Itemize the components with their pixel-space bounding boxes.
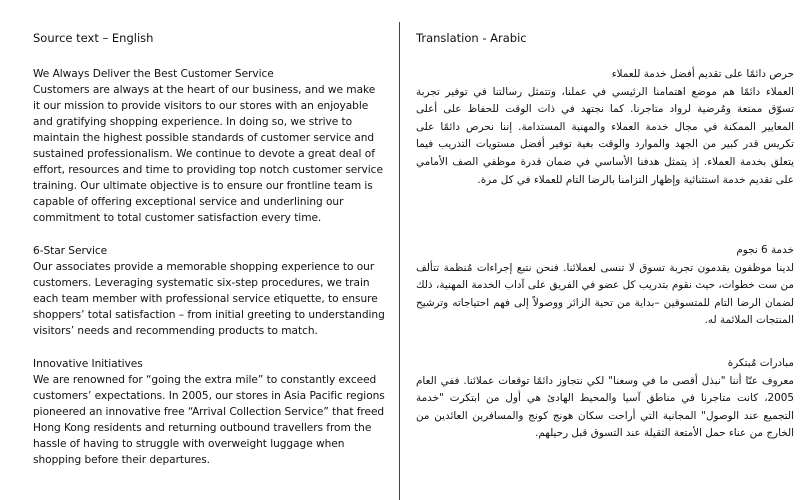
translation-section-innovative [416,355,794,443]
source-section-heading: 6-Star Service [33,245,108,257]
translation-section-body: معروف عنّا أننا "نبذل أقصى ما في وسعنا" لكي نتجاوز دائمًا توقعات عملائنا. ففي العام 2005، كانت متاجرنا في مناطق آسيا والمحيط الهادئ هي أول من ابتكرت "خدمة التجميع عند الوصول" المجانية التي أراحت سكان هونج كونج والمسافرين العائدين من الخارج من عناء حمل الأمتعة الثقيلة عند التسوق قبل رحيلهم. [416,374,794,440]
translation-column-title: Translation - Arabic [416,31,527,45]
source-section-heading: We Always Deliver the Best Customer Service [33,68,274,80]
source-section-body: Customers are always at the heart of our business, and we make it our mission to provide visitors to our stores with an enjoyable and gratifying shopping experience. In doing so, we strive to maintain the highest possible standards of customer service and sustained professionalism. We continue to devote a great deal of effort, resources and time to providing top notch customer service training. Our ultimate objective is to ensure our frontline team is capable of offering exceptional service and underlining our commitment to total customer satisfaction every time. [33,84,383,224]
source-section-body: Our associates provide a memorable shopping experience to our customers. Leveraging systematic six-step procedures, we train each team member with professional service etiquette, to ensure shoppers’ total satisfaction – from initial greeting to understanding visitors’ needs and recommending products to match. [33,261,385,337]
source-column [33,30,385,485]
source-section-customer-service [33,66,385,226]
column-divider [399,22,400,500]
source-section-innovative [33,356,385,468]
source-section-6-star [33,243,385,339]
translation-column [416,30,794,440]
translation-section-heading: مبادرات مُبتكرة [727,357,794,369]
source-section-body: We are renowned for “going the extra mile” to constantly exceed customers’ expectations. In 2005, our stores in Asia Pacific regions pioneered an innovative free “Arrival Collection Service” that freed Hong Kong residents and returning outbound travellers from the hassle of having to struggle with overweight luggage when shopping before their departures. [33,374,385,466]
translation-section-6-star [416,242,794,330]
translation-section-heading: حرص دائمًا على تقديم أفضل خدمة للعملاء [611,68,794,80]
translation-section-body: العملاء دائمًا هم موضع اهتمامنا الرئيسي في عملنا، وتتمثل رسالتنا في توفير تجربة تسوّق ممتعة ومُرضية لرواد متاجرنا. كما نجتهد في ذات الوقت للحفاظ على أعلى المعايير الممكنة في مجال خدمة العملاء والمهنية المستدامة. إننا نحرص دائمًا على تكريس قدر كبير من الجهد والموارد والوقت بغية توفير أفضل مستويات التدريب فيما يتعلق بخدمة العملاء. إذ يتمثل هدفنا الأساسي في ضمان قدرة موظفي الصف الأمامي على تقديم خدمة استثنائية وإظهار التزامنا بالرضا التام للعملاء في كل مرة. [416,85,794,186]
translation-section-body: لدينا موظفون يقدمون تجربة تسوق لا تنسى لعملائنا. فنحن نتبع إجراءات مُنظمة تتألف من ست خطوات، حيث نقوم بتدريب كل عضو في الفريق على آداب الخدمة المهنية، ذلك لضمان الرضا التام للمتسوقين –بداية من تحية الزائر ووصولاً إلى فهم احتياجاته وترشيح المنتجات الملائمة له. [416,261,794,327]
translation-section-heading: خدمة 6 نجوم [736,244,794,256]
source-column-title: Source text – English [33,31,154,45]
translation-section-customer-service [416,66,794,189]
source-section-heading: Innovative Initiatives [33,358,143,370]
